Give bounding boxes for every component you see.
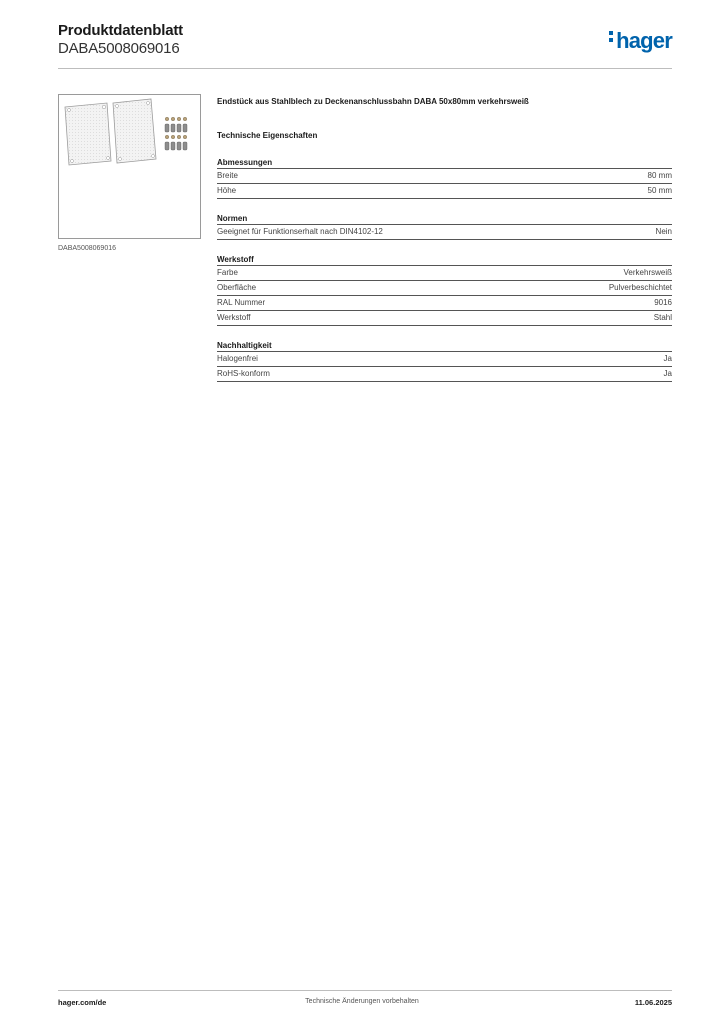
hager-logo [609,28,672,54]
property-row [217,225,672,240]
property-row [217,169,672,184]
property-value: 50 mm [647,186,672,195]
logo-dots-icon [609,31,614,45]
property-row [217,266,672,281]
property-value: Pulverbeschichtet [608,283,672,292]
footer-date: 11.06.2025 [634,998,672,1007]
footer-website-link[interactable]: hager.com/de [58,998,107,1007]
property-label: Geeignet für Funktionserhalt nach DIN4102-12 [217,227,383,236]
footer-disclaimer: Technische Änderungen vorbehalten [305,998,419,1005]
product-title: Endstück aus Stahlblech zu Deckenanschlussbahn DABA 50x80mm verkehrsweiß [217,97,529,106]
property-label: Oberfläche [217,283,257,292]
product-details [217,97,672,382]
property-row [217,296,672,311]
property-label: Werkstoff [217,313,251,322]
property-label: Farbe [217,268,238,277]
group-title: Werkstoff [217,255,672,266]
group-abmessungen [217,158,672,199]
logo-text: hager [616,28,672,53]
group-normen [217,214,672,240]
document-title: Produktdatenblatt [58,22,183,39]
product-image [58,94,201,239]
footer-divider [58,990,672,991]
property-row [217,281,672,296]
group-title: Nachhaltigkeit [217,341,672,352]
section-title: Technische Eigenschaften [217,131,318,140]
property-value: Ja [663,369,672,378]
group-title: Abmessungen [217,158,672,169]
group-nachhaltigkeit [217,341,672,382]
property-value: Verkehrsweiß [623,268,672,277]
property-label: RoHS-konform [217,369,270,378]
property-row [217,184,672,199]
article-number: DABA5008069016 [58,40,180,57]
group-title: Normen [217,214,672,225]
property-value: 9016 [654,298,672,307]
group-werkstoff [217,255,672,326]
property-value: Nein [655,227,672,236]
property-value: 80 mm [647,171,672,180]
image-caption: DABA5008069016 [58,245,116,252]
property-label: Halogenfrei [217,354,258,363]
product-photo-icon [59,95,200,238]
property-value: Stahl [653,313,672,322]
property-row [217,367,672,382]
property-value: Ja [663,354,672,363]
property-label: RAL Nummer [217,298,266,307]
property-label: Höhe [217,186,237,195]
property-label: Breite [217,171,238,180]
header-divider [58,68,672,69]
property-row [217,311,672,326]
page-header [58,22,672,70]
property-row [217,352,672,367]
